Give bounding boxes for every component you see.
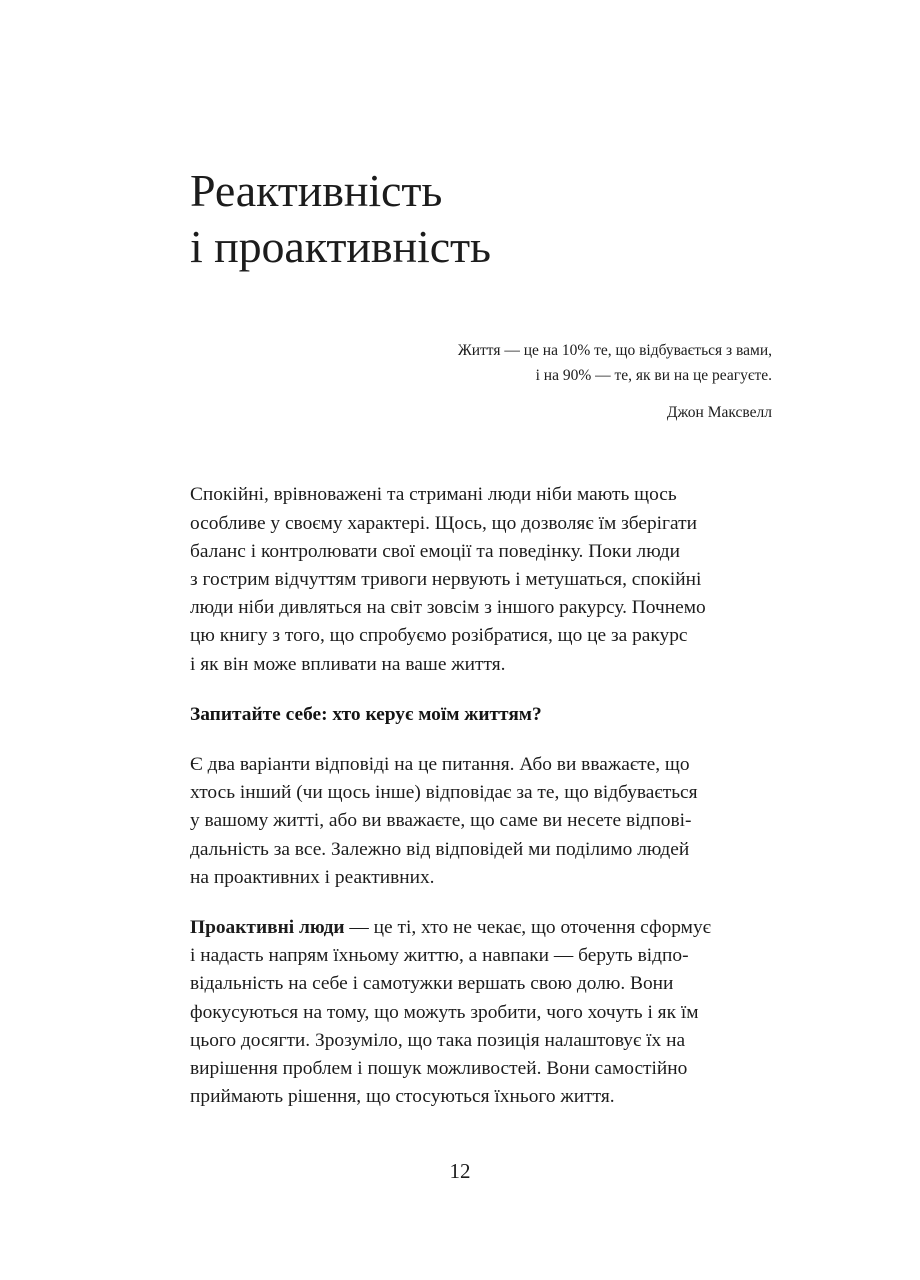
subheading-who-runs-my-life: Запитайте себе: хто керує моїм життям? <box>190 703 542 725</box>
paragraph-1-line-6: цю книгу з того, що спробуємо розібратися, що це за ракурс <box>190 625 688 647</box>
paragraph-1 <box>190 481 772 678</box>
paragraph-2-line-4: дальність за все. Залежно від відповідей ми поділимо людей <box>190 838 690 860</box>
paragraph-3-line-7: приймають рішення, що стосуються їхнього життя. <box>190 1086 615 1108</box>
epigraph <box>190 274 772 425</box>
paragraph-1-line-4: з гострим відчуттям тривоги нервують і метушаться, спокійні <box>190 568 702 590</box>
paragraph-1-line-2: особливе у своєму характері. Щось, що дозволяє їм зберігати <box>190 512 697 534</box>
paragraph-1-line-5: люди ніби дивляться на світ зовсім з іншого ракурсу. Почнемо <box>190 597 706 619</box>
paragraph-3 <box>190 914 772 1111</box>
paragraph-3-line-3: відальність на себе і самотужки вершать свою долю. Вони <box>190 973 674 995</box>
paragraph-3-line-4: фокусуються на тому, що можуть зробити, чого хочуть і як їм <box>190 1001 699 1023</box>
chapter-title-line-2: і проактивність <box>190 220 491 272</box>
page-content <box>190 0 772 1111</box>
paragraph-2 <box>190 751 772 892</box>
paragraph-3-line-1 <box>190 914 772 942</box>
paragraph-3-lead-in: Проактивні люди <box>190 916 345 938</box>
paragraph-3-line-1-rest: — це ті, хто не чекає, що оточення сформує <box>344 916 711 938</box>
chapter-title-line-1: Реактивність <box>190 165 443 216</box>
body-text <box>190 425 772 1111</box>
paragraph-1-line-1: Спокійні, врівноважені та стримані люди ніби мають щось <box>190 484 677 506</box>
paragraph-1-line-3: баланс і контролювати свої емоції та поведінку. Поки люди <box>190 540 680 562</box>
paragraph-2-line-2: хтось інший (чи щось інше) відповідає за те, що відбувається <box>190 782 698 804</box>
paragraph-1-line-7: і як він може впливати на ваше життя. <box>190 653 506 675</box>
paragraph-2-line-1: Є два варіанти відповіді на це питання. Або ви вважаєте, що <box>190 753 690 775</box>
paragraph-2-line-3: у вашому житті, або ви вважаєте, що саме ви несете відпові- <box>190 810 692 832</box>
epigraph-line-2: і на 90% — те, як ви на це реагуєте. <box>535 367 772 385</box>
paragraph-2-line-5: на проактивних і реактивних. <box>190 866 435 888</box>
epigraph-line-1: Життя — це на 10% те, що відбувається з вами, <box>457 342 772 360</box>
chapter-title <box>190 0 772 274</box>
epigraph-text <box>190 338 772 388</box>
page-number: 12 <box>449 1159 471 1183</box>
paragraph-3-line-6: вирішення проблем і пошук можливостей. Вони самостійно <box>190 1057 688 1079</box>
epigraph-attribution: Джон Максвелл <box>666 404 772 422</box>
paragraph-3-line-5: цього досягти. Зрозуміло, що така позиція налаштовує їх на <box>190 1029 686 1051</box>
paragraph-3-line-2: і надасть напрям їхньому життю, а навпаки — беруть відпо- <box>190 945 689 967</box>
